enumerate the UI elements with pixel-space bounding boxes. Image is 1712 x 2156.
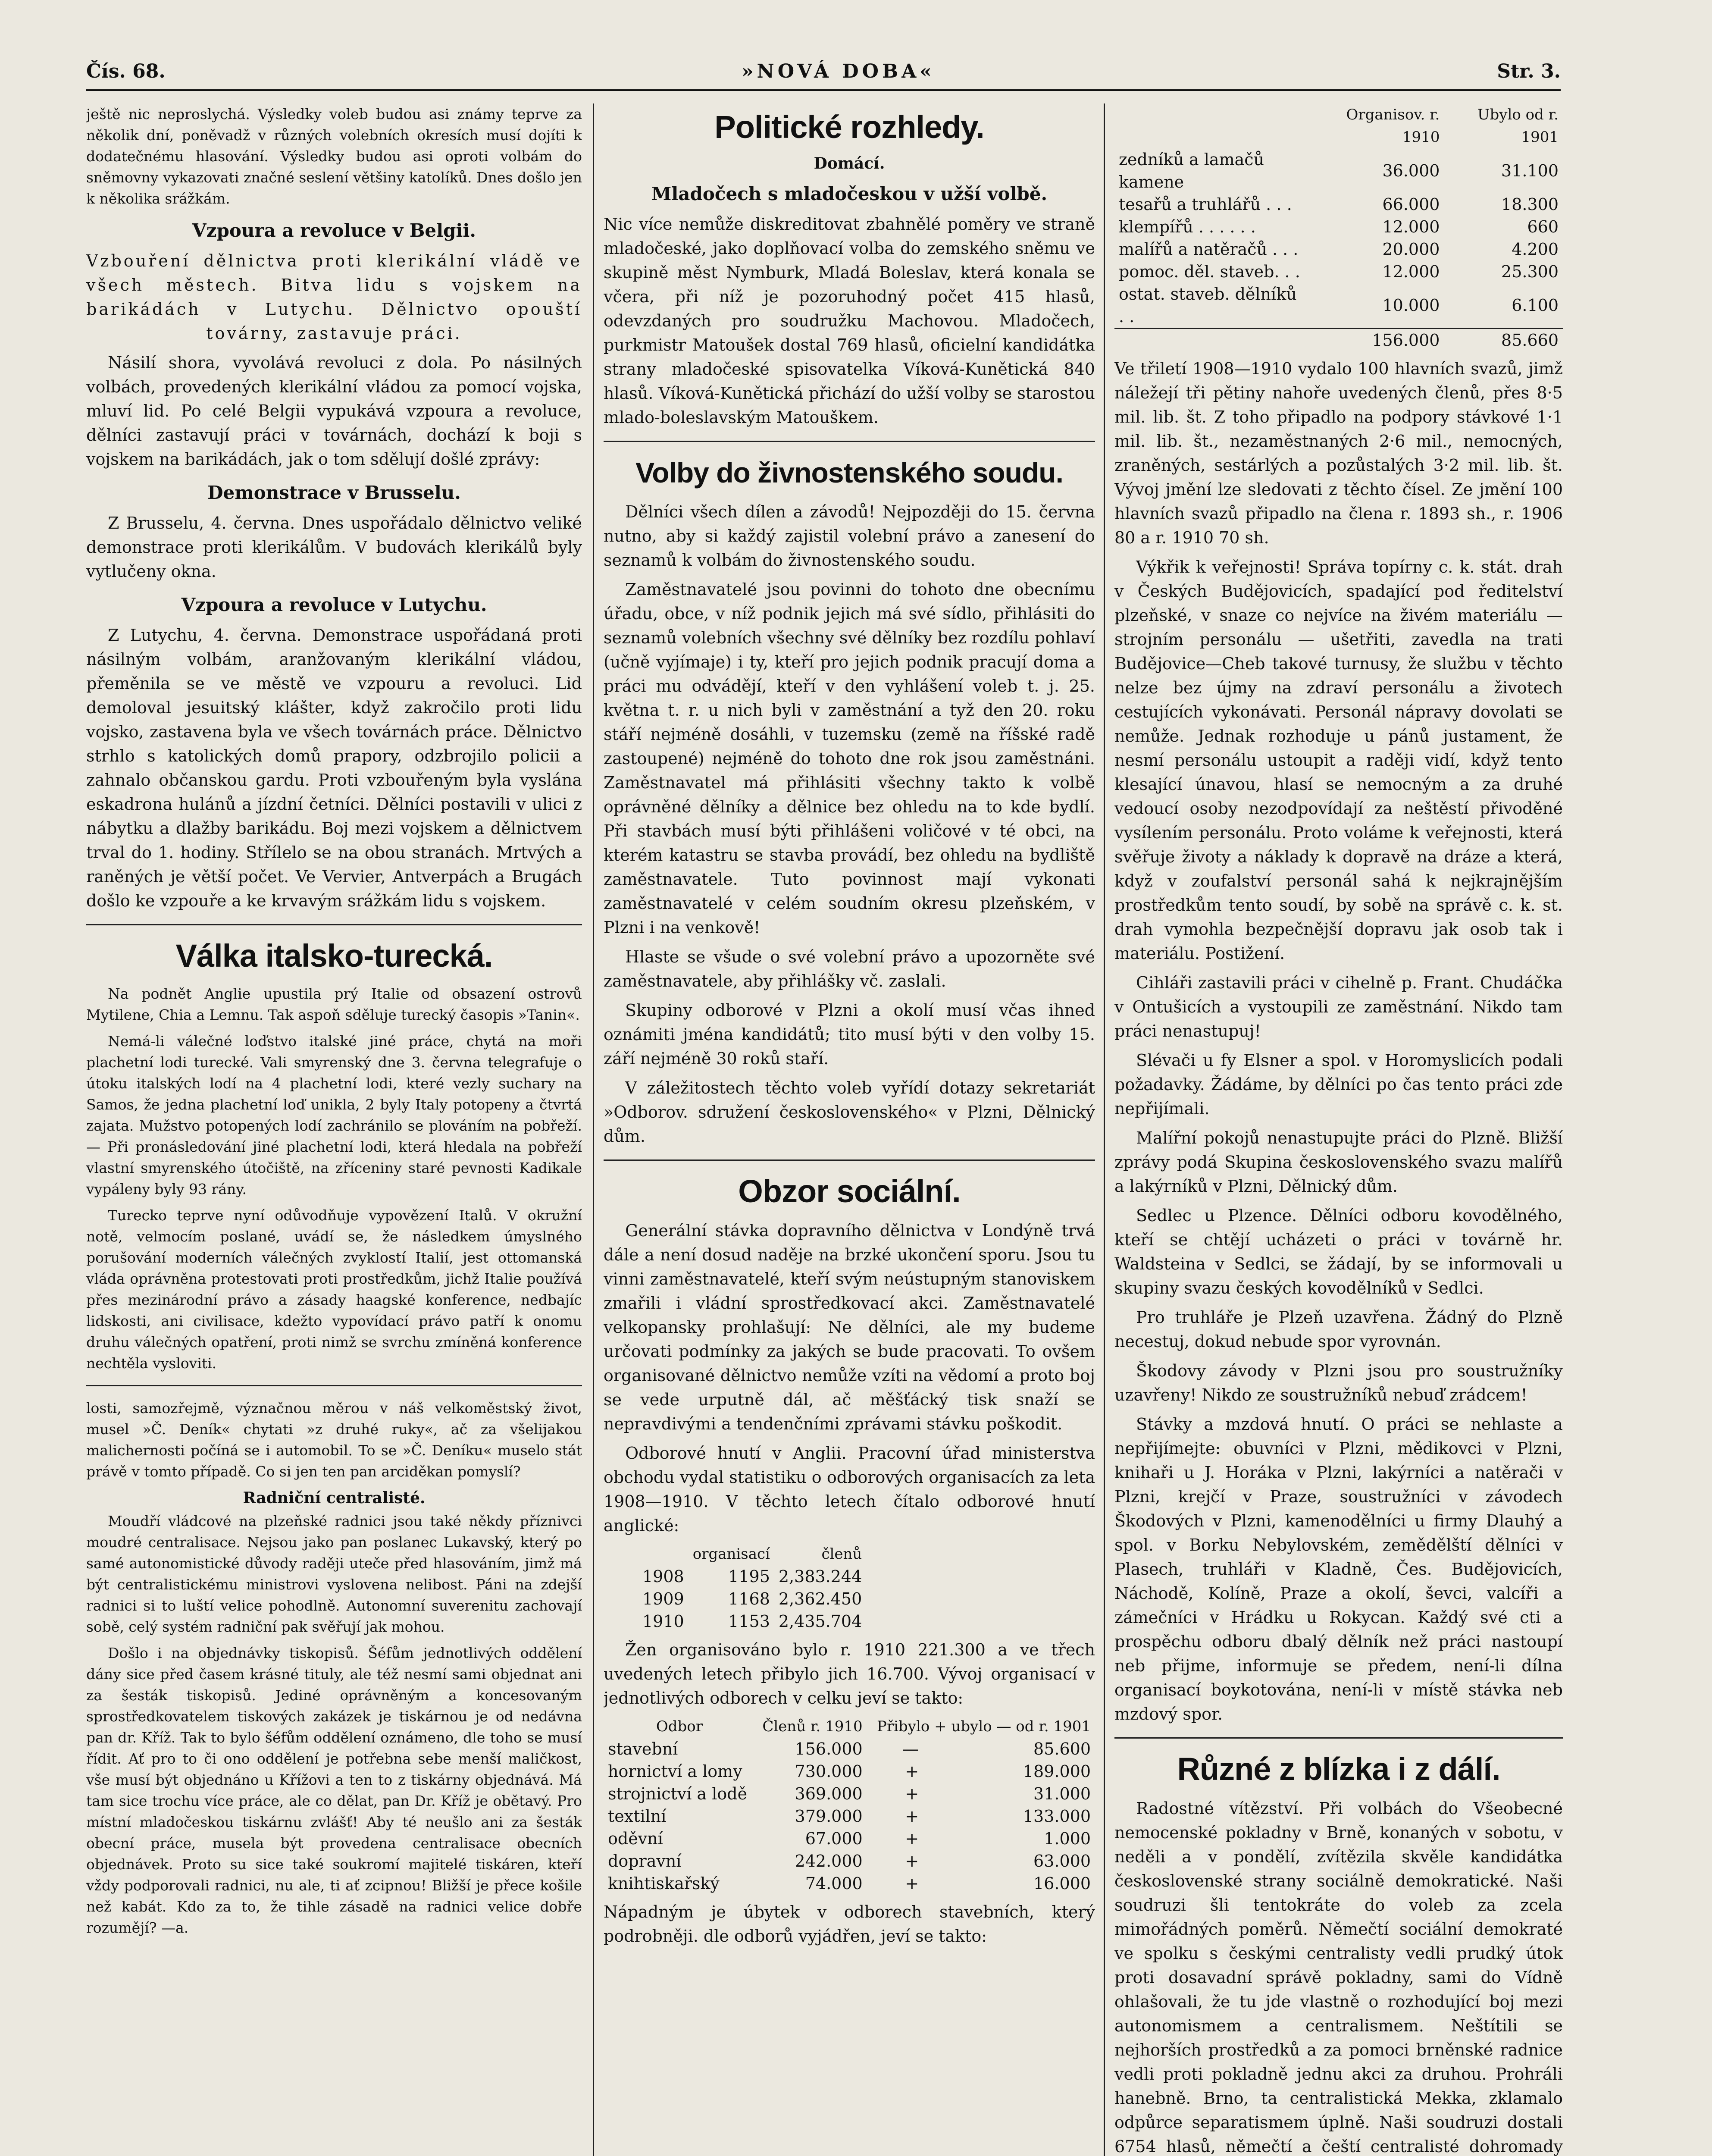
lead-belgie: Vzbouření dělnictva proti klerikální vládě ve všech městech. Bitva lidu s vojskem na barikádách v Lutychu. Dělnictvo opouští továrny, zastavuje práci.: [86, 251, 582, 343]
table-header-cell: Ubylo od r. 1901: [1477, 106, 1559, 146]
table-cell: hornictví a lomy: [608, 1762, 742, 1781]
divider: [86, 924, 582, 925]
table-cell: pomoc. děl. staveb. . .: [1119, 262, 1300, 281]
table-odbory: [604, 1715, 1095, 1895]
table-cell: malířů a natěračů . . .: [1119, 240, 1299, 259]
table-cell: 369.000: [795, 1784, 863, 1803]
table-cell: zedníků a lamačů kamene: [1119, 150, 1264, 191]
table-cell: 1909: [642, 1589, 684, 1608]
table-header-cell: Odbor: [656, 1718, 703, 1735]
table-row: [604, 1872, 1095, 1895]
table-cell: 1.000: [1044, 1829, 1091, 1848]
table-cell: 67.000: [805, 1829, 863, 1848]
headline-belgie: Vzpoura a revoluce v Belgii.: [192, 220, 476, 241]
table-cell: 660: [1527, 217, 1559, 236]
table-cell: +: [905, 1829, 919, 1848]
paragraph: Generální stávka dopravního dělnictva v Londýně trvá dále a není dosud naděje na brzké ukončení sporu. Jsou tu vinni zaměstnavatelé, kteří svým neústupným stanoviskem zmařili i vládní sprostředkovací akci. Zaměstnavatelé velkopansky prohlašují: Ne dělníci, ale my budeme určovati podmínky za jakých se bude pracovati. To ovšem organisované dělnictvo nemůže vzíti na vědomí a proto boj se vede urputně dál, ač měšťácký tisk snaží se nepravdivými a tendenčními zprávami stávku poškodit.: [604, 1221, 1095, 1433]
paragraph: Škodovy závody v Plzni jsou pro soustružníky uzavřeny! Nikdo ze soustružníků nebuď zrádcem!: [1114, 1361, 1563, 1404]
table-organisace: [638, 1543, 866, 1633]
page-number-left: Čís. 68.: [86, 60, 166, 82]
paragraph: Radostné vítězství. Při volbách do Všeobecné nemocenské pokladny v Brně, konaných v sobotu, v neděli a v pondělí, zvítězila skvěle kandidátka československé strany sociálně demokratické. Naši soudruzi šli tentokráte do voleb za zcela mimořádných poměrů. Němečtí sociální demokraté ve spolku s českými centralisty vedli prudký útok proti dosavadní správě pokladny, sami do Vídně ohlašovali, že tu jde vlastně o rozhodující boj mezi autonomismem a centralismem. Neštítili se nejhorších prostředků a za pomoci brněnské radnice vedli proti pokladně jednu akci za druhou. Prohráli hanebně. Brno, ta centralistická Mekka, zklamalo odpůrce separatismem úplně. Naši soudruzi dostali 6754 hlasů, němečtí a čeští centralisté dohromady: [1114, 1799, 1563, 2156]
paragraph: losti, samozřejmě, význačnou měrou v náš velkoměstský život, musel »Č. Deník« chytati »z druhé ruky«, ač za všelijakou malichernosti počíná se i automobil. To se »Č. Deníku« muselo stát právě v tomto případě. Co si jen ten pan arciděkan pomyslí?: [86, 1400, 582, 1480]
paragraph: Zaměstnavatelé jsou povinni do tohoto dne obecnímu úřadu, obce, v níž podnik jejich má své sídlo, přihlásiti do seznamů volebních všechny své dělníky bez rozdílu pohlaví (učně vyjímaje) i ty, kteří pro jejich podnik pracují doma a práci mu odvádějí, kteří v den vyhlášení voleb t. j. 25. května t. r. u nich byli v zaměstnání a tyž den 20. roku stáří nejméně dosáhli, v tuzemsku (země na říšské radě zastoupené) nejméně do tohoto dne rok jsou zaměstnáni. Zaměstnavatel má přihlásiti všechny takto k volbě oprávněné dělníky a dělnice bez ohledu na to kde bydlí. Při stavbách musí býti přihlášeni voličové v té obci, na kterém katastru se stavba provádí, bez ohledu na bydliště zaměstnavatele. Tuto povinnost mají vykonati zaměstnavatelé v celém soudním okresu plzeňském, v Plzni i na venkově!: [604, 580, 1095, 937]
headline-lutych: Vzpoura a revoluce v Lutychu.: [181, 594, 487, 615]
paragraph: Z Brusselu, 4. června. Dnes uspořádalo dělnictvo veliké demonstrace proti klerikálům. V budovách klerikálů byly vytlučeny okna.: [86, 514, 582, 581]
table-row: [638, 1565, 866, 1588]
table-row: [1114, 148, 1563, 193]
paragraph: Odborové hnutí v Anglii. Pracovní úřad ministerstva obchodu vydal statistiku o odborových organisacích za leta 1908—1910. V těchto letech čítalo odborové hnutí anglické:: [604, 1444, 1095, 1535]
page-number-right: Str. 3.: [1497, 60, 1561, 82]
table-row: [1114, 260, 1563, 283]
paragraph-lead: Dělníci všech dílen a závodů! Nejpozději do 15. června nutno, aby si každý zajistil volební právo a zanesení do seznamů k volbám do živnostenského soudu.: [604, 502, 1095, 570]
headline-politicke: Politické rozhledy.: [714, 109, 984, 145]
table-cell: —: [902, 1739, 919, 1758]
table-row: [1114, 216, 1563, 238]
headline-mladocech: Mladočech s mladočeskou v užší volbě.: [651, 183, 1048, 204]
table-cell: +: [905, 1852, 919, 1871]
table-cell: 20.000: [1382, 240, 1440, 259]
table-row: [604, 1738, 1095, 1760]
paragraph: Sedlec u Plzence. Dělníci odboru kovodělného, kteří se chtějí ucházeti o práci v továrně hr. Waldsteina v Sedlci, se žádají, by se informovali u skupiny svazu českých kovodělníků v Sedlci.: [1114, 1206, 1563, 1297]
paragraph: Stávky a mzdová hnutí. O práci se nehlaste a nepřijímejte: obuvníci v Plzni, mědikovci v Plzni, knihaři u J. Horáka v Plzni, lakýrníci a natěrači v Plzni, krejčí v Praze, soustružníci v závodech Škodových v Plzni, kameno​dělníci u firmy Dlauhý a spol. v Borku Nebylovském, zemědělští dělníci v Plasech, truhláři v Kladně, Čes. Budějovicích, Náchodě, Kolíně, Praze a okolí, ševci, valcíři a zámečníci v Hrádku u Rokycan. Každý své cti a prospěchu odboru dbalý dělník než práci nastoupí neb přijme, informuje se předem, není-li dílna organisací boykotována, není-li v místě stávka neb mzdový spor.: [1114, 1415, 1563, 1724]
table-cell: 10.000: [1382, 296, 1440, 315]
table-cell: 12.000: [1382, 262, 1440, 281]
table-cell: 242.000: [795, 1852, 863, 1871]
table-cell: 1153: [728, 1612, 770, 1631]
paragraph: Došlo i na objednávky tiskopisů. Šéfům jednotlivých oddělení dány sice před časem krásné tituly, ale též nesmí sami objednat ani za šesták tiskopisů. Jediné oprávněným a koncesovaným sprostředkovatelem tiskových zakázek je tiskárnou je od nedávna pan dr. Kříž. Tak to bylo šéfům oddělení oznámeno, dle toho se musí řídit. Ať pro to či ono oddělení je potřebna sebe menší maličkost, vše musí být objednáno u Křížovi a ten to z tiskárny objednává. Má tam sice trochu více práce, ale co dělat, pan Dr. Kříž je obětavý. Pro místní mladočeskou tiskárnu zvlášť! Aby té neušlo ani za šesták obecní práce, musela být provedena centralisace obecních objednávek. Proto su sice také soukromí majitelé tiskáren, kteří vždy podporovali radnici, nu ale, ti ať zcipnou! Bližší je přece košile než kabát. Kdo za to, že tihle zásadě na radnici velice dobře rozumějí? —a.: [86, 1645, 582, 1936]
table-cell: klempířů . . . . . .: [1119, 217, 1256, 236]
table-cell: strojnictví a lodě: [608, 1784, 748, 1803]
table-row: [638, 1610, 866, 1633]
paragraph: Na podnět Anglie upustila prý Italie od obsazení ostrovů Mytilene, Chia a Lemnu. Tak aspoň sděluje turecký časopis »Tanin«.: [86, 985, 582, 1023]
table-cell: 25.300: [1501, 262, 1559, 281]
table-cell: tesařů a truhlářů . . .: [1119, 195, 1292, 214]
table-cell: 2,362.450: [778, 1589, 862, 1608]
table-cell: 74.000: [805, 1874, 863, 1893]
newspaper-page: [86, 60, 1561, 2156]
article-continuation: ještě nic neprosl​ychá. Výsledky voleb budou asi známy teprve za několik dní, poněvadž v různých volebních okresích musí dojíti k dodatečnému hlasování. Výsledky budou asi oproti volbám do sněmovny vykazovati značné seslení většiny katolíků. Dnes došlo jen k několika srážkám.: [86, 106, 582, 207]
table-cell: 156.000: [795, 1739, 863, 1758]
table-row: [1114, 283, 1563, 329]
table-header-row: [1114, 103, 1563, 148]
table-cell: 156.000: [1311, 329, 1444, 352]
table-cell: 1168: [728, 1589, 770, 1608]
paragraph: Z Lutychu, 4. června. Demonstrace uspořádaná proti násilným volbám, aranžovaným klerikální vládou, přeměnila se ve městě ve vzpouru a revoluci. Lid demoloval jesuitský klášter, když zakročilo proti lidu vojsko, zastavena byla ve všech továrnách práce. Dělnictvo strhlo s katolických domů prapory, odzbrojilo policii a zahnalo občanskou gardu. Proti vzbouřeným byla vyslána eskadrona hulánů a jízdní četníci. Dělníci postavili v ulici z nábytku a dlažby barikádu. Boj mezi vojskem a dělnictvem trval do 1. hodiny. Střílelo se na obou stranách. Mrtvých a raněných je větší počet. Ve Vervier, Antverpách a Brugách došlo ke vzpouře a ke krvavým srážkám lidu s vojskem.: [86, 626, 582, 910]
table-cell: 133.000: [1023, 1807, 1091, 1826]
column-middle: [604, 103, 1095, 2156]
table-cell: 730.000: [795, 1762, 863, 1781]
table-header-cell: [638, 1543, 689, 1565]
table-header-row: [604, 1715, 1095, 1738]
paragraph: Malířní pokojů nenastupujte práci do Plzně. Bližší zprávy podá Skupina československého svazu malířů a lakýrníků v Plzni, Dělnický dům.: [1114, 1128, 1563, 1196]
paragraph: Nemá-li válečné loďstvo italské jiné práce, chytá na moři plachetní lodi turecké. Vali smyrenský dne 3. června telegrafuje o útoku italských lodí na 4 plachetní lodi, které vezly suchary na Samos, že jedna plachetní loď unikla, 2 byly Italy potopeny a čtvrtá zajata. Mužstvo potopených lodí zachránilo se plováním na pobřeží. — Při pronásledování jiné plachetní lodi, která hledala na pobřeží vlastní smyrenského útočiště, na zříceniny staré pevnosti Kadikale vypáleny byly 93 rány.: [86, 1033, 582, 1197]
table-cell: +: [905, 1874, 919, 1893]
table-cell: 66.000: [1382, 195, 1440, 214]
table-cell: 1910: [642, 1612, 684, 1631]
column-divider: [1104, 103, 1105, 2156]
paragraph: Ve třiletí 1908—1910 vydalo 100 hlavních svazů, jimž náležejí tři pětiny nahoře uvedených členů, přes 8·5 mil. lib. št. Z toho připadlo na podpory stávkové 1·1 mil. lib. št., nezaměstnaných 2·6 mil., nemocných, zraněných, sestárlých a pozůstalých 3·2 mil. lib. št. Vývoj jmění lze sledovati z těchto čísel. Ze jmění 100 hlavních svazů připadlo na člena r. 1893 sh., r. 1906 80 a r. 1910 70 sh.: [1114, 359, 1563, 547]
table-row: [604, 1760, 1095, 1783]
table-cell: 16.000: [1033, 1874, 1091, 1893]
table-row: [604, 1805, 1095, 1827]
table-cell: 85.660: [1444, 329, 1563, 352]
paragraph: Nic více nemůže diskreditovat zbahnělé poměry ve straně mladočeské, jako doplňovací volba do zemského sněmu ve skupině měst Nymburk, Mladá Boleslav, která konala se včera, při níž je pozoruhodný počet 415 hlasů, odevzdaných pro soudružku Machovou. Mladočech, purkmistr Matoušek dostal 769 hlasů, oficielní kandidátka strany mladočeské spisovatelka Víková-Kunětická 840 hlasů. Víková-Kunětická přichází do užší volby se starostou mlado-boleslavským Matouškem.: [604, 215, 1095, 427]
table-cell: 85.600: [1033, 1739, 1091, 1758]
table-cell: 31.000: [1033, 1784, 1091, 1803]
headline-radnice: Radniční centralisté.: [243, 1489, 426, 1507]
table-header-row: [638, 1543, 866, 1565]
table-cell: textilní: [608, 1807, 667, 1826]
column-right: [1114, 103, 1563, 2156]
table-cell: ostat. staveb. dělníků . .: [1119, 285, 1297, 326]
paragraph: Moudří vládcové na plzeňské radnici jsou také někdy příznivci moudré centralisace. Nejsou jako pan poslanec Lukavský, který po samé autonomistické důvody raději uteče před hlasováním, jimž má být centralistickému ministrovi vyslovena nelibost. Páni na zdejší radnici si to luští velice pohodlně. Autonomní suverenitu zachovají sobě, celý systém radniční pak svěřují jak mohou.: [86, 1513, 582, 1635]
column-divider: [593, 103, 594, 2156]
table-cell: knihtiskařský: [608, 1874, 720, 1893]
table-cell: +: [905, 1807, 919, 1826]
table-header-cell: členů: [821, 1545, 862, 1563]
paragraph: Slévači u fy Elsner a spol. v Horomyslicích podali požadavky. Žádáme, by dělníci po čas tento práci zde nepřijímali.: [1114, 1051, 1563, 1118]
paragraph: Skupiny odborové v Plzni a okolí musí včas ihned oznámiti jména kandidátů; tito musí býti v den volby 15. září nejméně 30 roků staří.: [604, 1001, 1095, 1068]
paragraph: Výkřik k veřejnosti! Správa topírny c. k. stát. drah v Českých Budějovicích, spadající pod ředitelství plzeňské, v snaze co nejvíce na živém materiálu — strojním personálu — ušetřiti, zavedla na trati Budějovice—Cheb takové turnusy, že službu v těchto nelze bez újmy na zdraví personálu a životech cestujících vykonávati. Personál nápravy dovolati se nemůže. Jednak rozhoduje u pánů justament, že nesmí personálu ustoupit a raději vidí, když tento klesající únavou, hlasí se nemocným a za druhé vedoucí osoby nezodpovídají za neštěstí přivoděné vysílením personálu. Proto voláme k veřejnosti, která svěřuje životy a náklady k dopravě na dráze a která, když v zoufalství personál sahá k nejkrajnějším prostředkům tento soudí, by sobě na správě c. k. st. drah vymohla bezpečnější dopravu jak osob tak i materiálu. Postižení.: [1114, 558, 1563, 963]
table-cell: +: [905, 1784, 919, 1803]
table-cell: 2,435.704: [778, 1612, 862, 1631]
headline-obzor: Obzor sociální.: [738, 1173, 961, 1209]
table-cell: 1195: [728, 1567, 770, 1586]
table-row: [604, 1827, 1095, 1850]
page-header: [86, 60, 1561, 91]
newspaper-title: »NOVÁ DOBA«: [742, 60, 935, 82]
table-row: [604, 1850, 1095, 1872]
table-cell: +: [905, 1762, 919, 1781]
table-header-cell: organisací: [692, 1545, 770, 1563]
column-left: [86, 103, 582, 2156]
table-header-cell: Přibylo + ubylo — od r. 1901: [877, 1718, 1091, 1735]
headline-volby: Volby do živnostenského soudu.: [635, 457, 1063, 489]
table-cell: 1908: [642, 1567, 684, 1586]
table-header-cell: Členů r. 1910: [762, 1718, 863, 1735]
table-row: [1114, 238, 1563, 260]
table-total-row: [1114, 329, 1563, 352]
table-row: [1114, 193, 1563, 216]
table-cell: [1114, 329, 1311, 352]
section-domaci: Domácí.: [814, 154, 885, 172]
table-cell: 31.100: [1501, 161, 1559, 180]
table-cell: 4.200: [1512, 240, 1559, 259]
paragraph: Turecko teprve nyní odůvodňuje vypovězení Italů. V okružní notě, velmocím poslané, uvádí se, že následkem úmyslného porušování moderních válečných zvyklostí Italií, jest ottomanská vláda oprávněna protestovati proti prostředkům, jichž Italie používá přes mezinárodní právo a zásady haagské konference, nedbajíc lidskosti, ani civilisace, kdežto vypovídací právo patří k onomu druhu válečných opatření, proti nimž se svrchu zmíněná konference nechtěla vysloviti.: [86, 1207, 582, 1372]
table-cell: 379.000: [795, 1807, 863, 1826]
headline-ruzne: Různé z blízka i z dálí.: [1177, 1751, 1500, 1787]
paragraph: Hlaste se všude o své volební právo a upozorněte své zaměstnavatele, aby přihlášky vč. zaslali.: [604, 947, 1095, 990]
paragraph: Žen organisováno bylo r. 1910 221.300 a ve třech uvedených letech přibylo jich 16.700. Vývoj organisací v jednotlivých odborech v celku jeví se takto:: [604, 1640, 1095, 1708]
table-stavebni: [1114, 103, 1563, 351]
table-cell: stavební: [608, 1739, 678, 1758]
headline-brussel: Demonstrace v Brusselu.: [207, 482, 461, 503]
table-cell: oděvní: [608, 1829, 663, 1848]
paragraph: Cihláři zastavili práci v cihelně p. Frant. Chudáčka v Ontušicích a vystoupili ze zaměstnání. Nikdo tam práci nenastupuj!: [1114, 973, 1563, 1040]
header-rule: [86, 89, 1561, 94]
paragraph: Násilí shora, vyvolává revoluci z dola. Po násilných volbách, provedených klerikální vládou za pomocí vojska, mluví lid. Po celé Belgii vypukává vzpoura a revoluce, dělníci zastavují práci v továrnách, dochází k boji s vojskem na barikádách, jak o tom sdělují došlé zprávy:: [86, 353, 582, 469]
headline-valka: Válka italsko-turecká.: [175, 938, 493, 974]
table-header-cell: Organisov. r. 1910: [1346, 106, 1440, 146]
table-cell: 6.100: [1512, 296, 1559, 315]
divider: [604, 1159, 1095, 1161]
table-cell: 18.300: [1501, 195, 1559, 214]
divider: [1114, 1737, 1563, 1739]
table-cell: 12.000: [1382, 217, 1440, 236]
table-row: [638, 1588, 866, 1610]
paragraph: Pro truhláře je Plzeň uzavřena. Žádný do Plzně necestuj, dokud nebude spor vyrovnán.: [1114, 1308, 1563, 1351]
divider: [604, 441, 1095, 442]
table-row: [604, 1783, 1095, 1805]
paragraph: Nápadným je úbytek v odborech stavebních, který podrobněji. dle odborů vyjádřen, jeví se takto:: [604, 1902, 1095, 1946]
table-cell: 63.000: [1033, 1852, 1091, 1871]
table-cell: 2,383.244: [778, 1567, 862, 1586]
table-cell: 189.000: [1023, 1762, 1091, 1781]
paragraph: V záležitostech těchto voleb vyřídí dotazy sekretariát »Odborov. sdružení československého« v Plzni, Dělnický dům.: [604, 1078, 1095, 1146]
table-cell: dopravní: [608, 1852, 682, 1871]
table-cell: 36.000: [1382, 161, 1440, 180]
table-header-cell: [1114, 103, 1311, 148]
divider: [86, 1385, 582, 1386]
